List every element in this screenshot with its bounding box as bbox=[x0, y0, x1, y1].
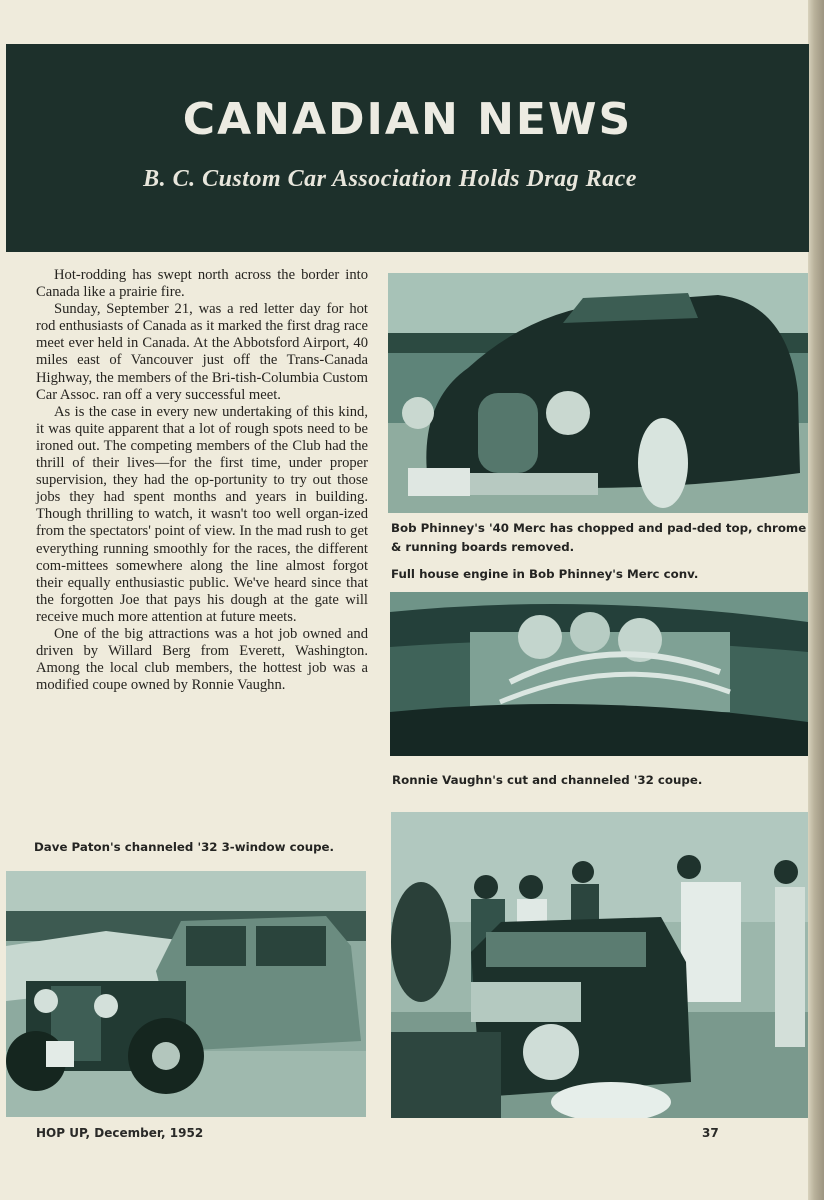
caption-dave: Dave Paton's channeled '32 3-window coupe. bbox=[34, 840, 335, 854]
caption-engine: Full house engine in Bob Phinney's Merc conv. bbox=[391, 567, 699, 581]
photo-engine bbox=[390, 592, 808, 756]
footer-publication: HOP UP, December, 1952 bbox=[36, 1126, 204, 1140]
page-subtitle: B. C. Custom Car Association Holds Drag Race bbox=[143, 166, 637, 192]
caption-merc: Bob Phinney's '40 Merc has chopped and pad-ded top, chrome & running boards removed. bbox=[391, 521, 807, 554]
article-paragraph: One of the big attractions was a hot job owned and driven by Willard Berg from Everett, Washington. Among the local club members, the hottest job was a modified coupe owned by Ronnie Vaughn. bbox=[36, 625, 368, 694]
article-paragraph: As is the case in every new undertaking of this kind, it was quite apparent that a lot of rough spots need to be ironed out. The competing members of the Club had the thrill of their lives—for the first time, under proper supervision, they had the op-portunity to try out those jobs they had spent months and years in building. Though thrilling to watch, it wasn't too well organ-ized from the spectators' point of view. In the mad rush to get everything running smoothly for the races, the different com-mittees somewhere along the line almost forgot their equally enthusiastic public. We've heard since that the forgotten Joe that pays his dough at the gate will receive much more attention at future meets. bbox=[36, 403, 368, 625]
caption-ronnie: Ronnie Vaughn's cut and channeled '32 coupe. bbox=[392, 773, 703, 787]
article-paragraph: Sunday, September 21, was a red letter day for hot rod enthusiasts of Canada as it marked the first drag race meet ever held in Canada. At the Abbotsford Airport, 40 miles east of Vancouver just off the Trans-Canada Highway, the members of the Bri-tish-Columbia Custom Car Assoc. ran off a very successful meet. bbox=[36, 301, 368, 403]
page-edge bbox=[808, 0, 824, 1200]
footer-page-number: 37 bbox=[702, 1126, 719, 1140]
article-paragraph: Hot-rodding has swept north across the border into Canada like a prairie fire. bbox=[36, 267, 368, 301]
header-banner bbox=[6, 44, 809, 252]
photo-ronnie-coupe bbox=[391, 812, 808, 1118]
article-body bbox=[36, 267, 368, 694]
page-title: CANADIAN NEWS bbox=[182, 94, 633, 145]
photo-merc-convertible bbox=[388, 273, 808, 513]
photo-dave-coupe bbox=[6, 871, 366, 1117]
